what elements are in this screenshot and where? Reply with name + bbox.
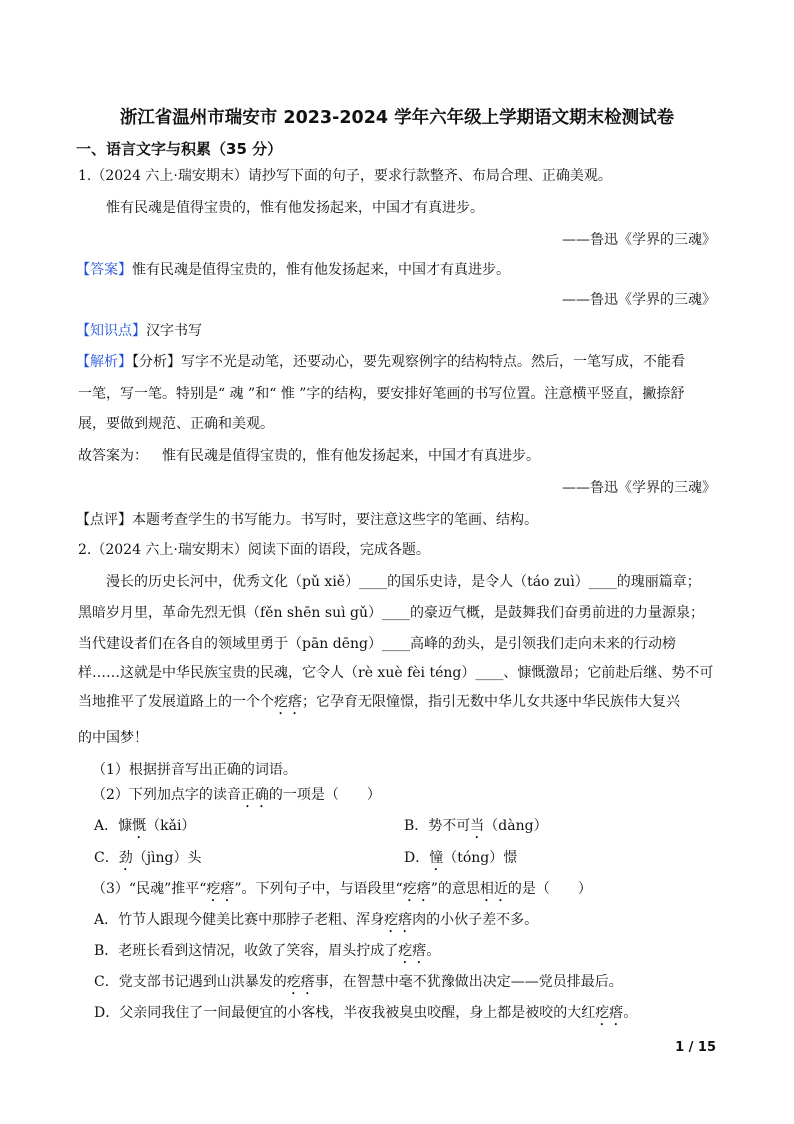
section-heading: 一、语言文字与积累（35 分） bbox=[76, 140, 283, 158]
dotted-char: 当 bbox=[470, 818, 485, 834]
dotted-word: 疙瘩 bbox=[595, 1005, 624, 1021]
option-text: （dàng） bbox=[484, 818, 548, 834]
answer-text: 惟有民魂是值得宝贵的，惟有他发扬起来，中国才有真进步。 bbox=[132, 262, 510, 278]
sub-text: 的是（ ） bbox=[507, 881, 592, 897]
dotted-word: 疙瘩 bbox=[286, 974, 315, 990]
option-b[interactable] bbox=[404, 816, 548, 842]
dotted-word: 相近 bbox=[479, 881, 508, 897]
dotted-char: 慨 bbox=[132, 818, 147, 834]
q1-analysis-line-2: 一笔，写一笔。特别是“ 魂 ”和“ 惟 ”字的结构，要安排好笔画的书写位置。注意横平竖直，撇捺舒 bbox=[78, 386, 685, 402]
answer-tag: 【答案】 bbox=[76, 262, 132, 278]
sub3-option-b[interactable] bbox=[94, 941, 440, 967]
q1-analysis-line-1 bbox=[76, 352, 685, 372]
option-text: C． bbox=[94, 850, 119, 866]
q2-passage-line-6: 的中国梦！ bbox=[78, 730, 148, 746]
dotted-char: 劲 bbox=[118, 850, 133, 866]
sub-text: （2）下列加点字的读音 bbox=[92, 787, 241, 803]
sub3-option-c[interactable] bbox=[94, 972, 623, 998]
option-text: B．老班长看到这情况，收敛了笑容，眉头拧成了 bbox=[94, 943, 399, 959]
dotted-char: 憧 bbox=[429, 850, 444, 866]
dotted-word: 疙瘩 bbox=[274, 694, 302, 710]
option-text: C．党支部书记遇到山洪暴发的 bbox=[94, 974, 287, 990]
q1-knowledge bbox=[76, 321, 202, 341]
q1-final-source: ——鲁迅《学界的三魂》 bbox=[562, 480, 716, 496]
option-c[interactable] bbox=[94, 848, 202, 874]
analysis-tag: 【解析】 bbox=[76, 354, 132, 370]
sub3-option-d[interactable] bbox=[94, 1003, 637, 1029]
sub-text: （3）“民魂”推平“ bbox=[92, 881, 207, 897]
final-answer-prefix: 故答案为： bbox=[78, 448, 148, 464]
dotted-word: 疙瘩 bbox=[206, 881, 235, 897]
q1-answer-source: ——鲁迅《学界的三魂》 bbox=[562, 292, 716, 308]
option-text: （jìng）头 bbox=[132, 850, 202, 866]
q2-passage-line-2: 黑暗岁月里，革命先烈无惧（fěn shēn suì gǔ）____的豪迈气概，是鼓舞我们奋勇前进的力量源泉； bbox=[78, 605, 704, 621]
option-text: A．慷 bbox=[94, 818, 133, 834]
page-title: 浙江省温州市瑞安市 2023-2024 学年六年级上学期语文期末检测试卷 bbox=[119, 108, 675, 128]
option-text: B．势不可 bbox=[404, 818, 471, 834]
dotted-word: 疙瘩 bbox=[402, 881, 431, 897]
dotted-word: 正确 bbox=[240, 787, 269, 803]
passage-text: ；它孕育无限憧憬，指引无数中华儿女共逐中华民族伟大复兴 bbox=[302, 694, 680, 710]
q1-quote-source: ——鲁迅《学界的三魂》 bbox=[562, 232, 716, 248]
option-text: （kǎi） bbox=[146, 818, 196, 834]
final-answer-text: 惟有民魂是值得宝贵的，惟有他发扬起来，中国才有真进步。 bbox=[162, 448, 540, 464]
q2-passage-line-5 bbox=[78, 692, 680, 718]
q2-passage-line-3: 当代建设者们在各自的领域里勇于（pān dēng）____高峰的劲头，是引领我们走向未来的行动榜 bbox=[78, 636, 676, 652]
q1-comment: 【点评】本题考查学生的书写能力。书写时，要注意这些字的笔画、结构。 bbox=[76, 512, 538, 528]
page-number: 1 / 15 bbox=[675, 1040, 716, 1055]
q1-final-answer bbox=[78, 446, 540, 466]
option-text: D．父亲同我住了一间最便宜的小客栈，半夜我被臭虫咬醒，身上都是被咬的大红 bbox=[94, 1005, 596, 1021]
option-text: （tóng）憬 bbox=[443, 850, 518, 866]
option-d[interactable] bbox=[404, 848, 517, 874]
dotted-word: 疙瘩 bbox=[384, 912, 413, 928]
option-text: 事，在智慧中毫不犹豫做出决定——党员排最后。 bbox=[314, 974, 623, 990]
analysis-text-1: 【分析】写字不光是动笔，还要动心，要先观察例字的结构特点。然后，一笔写成，不能看 bbox=[132, 354, 685, 370]
q1-stem: 1.（2024 六上·瑞安期末）请抄写下面的句子，要求行款整齐、布局合理、正确美观。 bbox=[78, 168, 612, 184]
q2-sub-question-3 bbox=[92, 879, 592, 905]
sub3-option-a[interactable] bbox=[94, 910, 538, 936]
option-text: 肉的小伙子差不多。 bbox=[412, 912, 539, 928]
option-a[interactable] bbox=[94, 816, 195, 842]
q1-quote: 惟有民魂是值得宝贵的，惟有他发扬起来，中国才有真进步。 bbox=[106, 200, 484, 216]
option-text: 。 bbox=[426, 943, 441, 959]
knowledge-tag: 【知识点】 bbox=[76, 323, 146, 339]
q2-sub-question-2 bbox=[92, 785, 381, 811]
passage-text: 当地推平了发展道路上的一个个 bbox=[78, 694, 274, 710]
q2-passage-line-4: 样……这就是中华民族宝贵的民魂，它令人（rè xuè fèi téng）____、慷慨激昂；它前赴后继、势不可 bbox=[78, 665, 714, 681]
q2-sub-question-1: （1）根据拼音写出正确的词语。 bbox=[92, 762, 297, 778]
knowledge-text: 汉字书写 bbox=[146, 323, 202, 339]
option-text: A．竹节人跟现今健美比赛中那脖子老粗、浑身 bbox=[94, 912, 385, 928]
q1-answer bbox=[76, 260, 510, 280]
sub-text: 的一项是（ ） bbox=[268, 787, 381, 803]
option-text: D． bbox=[404, 850, 430, 866]
sub-text: ”。下列句子中，与语段里“ bbox=[234, 881, 403, 897]
dotted-word: 疙瘩 bbox=[398, 943, 427, 959]
sub-text: ”的意思 bbox=[430, 881, 480, 897]
q1-analysis-line-3: 展，要做到规范、正确和美观。 bbox=[78, 416, 274, 432]
option-text: 。 bbox=[623, 1005, 638, 1021]
q2-stem: 2.（2024 六上·瑞安期末）阅读下面的语段，完成各题。 bbox=[78, 542, 430, 558]
q2-passage-line-1: 漫长的历史长河中，优秀文化（pǔ xiě）____的国乐史诗，是令人（táo zuì）____的瑰丽篇章； bbox=[106, 574, 701, 590]
